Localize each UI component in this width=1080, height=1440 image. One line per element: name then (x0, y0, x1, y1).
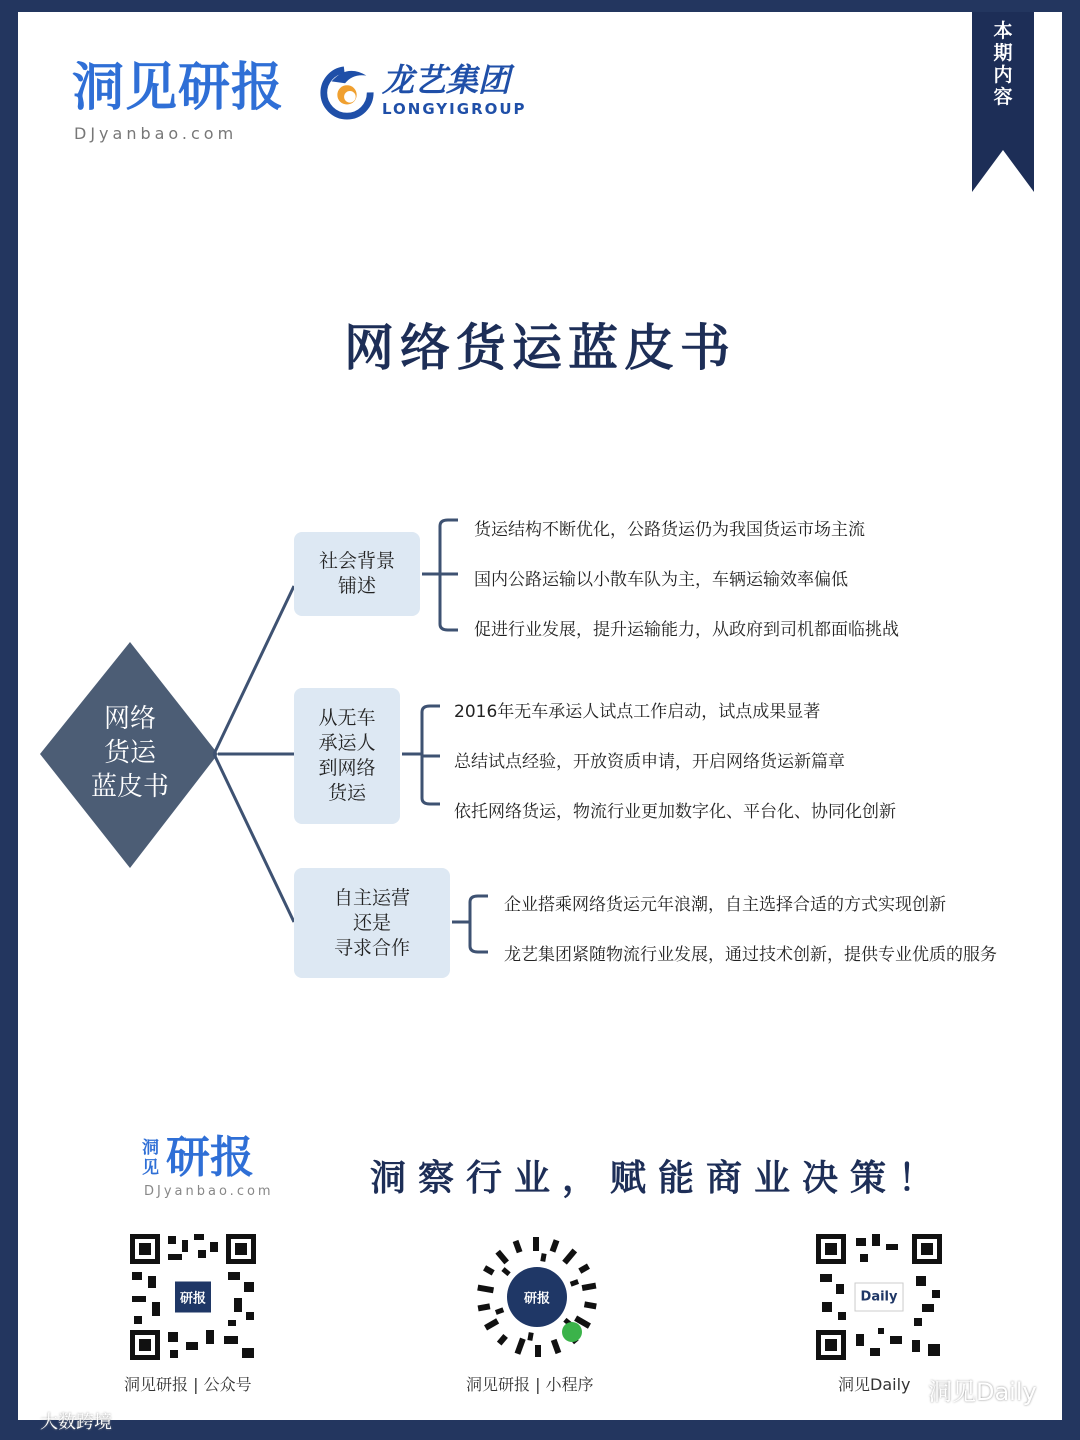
branch-label-line: 社会背景 (318, 550, 395, 572)
qr-badge: 研报 (523, 1291, 551, 1307)
root-line: 货运 (103, 738, 156, 768)
footer-logo-big: 研报 (166, 1132, 254, 1183)
root-line: 蓝皮书 (90, 772, 169, 802)
qr-caption-official-account: 洞见研报 | 公众号 (124, 1375, 252, 1394)
leaf-item: 2016年无车承运人试点工作启动，试点成果显著 (454, 702, 821, 722)
bracket-branch-1 (422, 520, 458, 630)
leaf-item: 总结试点经验，开放资质申请，开启网络货运新篇章 (454, 752, 845, 772)
connector-branch-3 (214, 754, 294, 922)
qr-caption-daily: 洞见Daily (838, 1375, 911, 1394)
branch-label-line: 从无车 (318, 707, 376, 729)
bracket-branch-3 (452, 896, 488, 952)
leaf-item: 货运结构不断优化，公路货运仍为我国货运市场主流 (474, 520, 865, 540)
ribbon-char: 内 (993, 64, 1013, 86)
partner-name-cn: 龙艺集团 (382, 61, 511, 99)
branch-label-line: 寻求合作 (333, 936, 410, 959)
watermark-bottom-left: 大数跨境 (40, 1412, 112, 1433)
ribbon-char: 容 (993, 86, 1013, 108)
leaf-item: 依托网络货运，物流行业更加数字化、平台化、协同化创新 (454, 802, 896, 822)
partner-name-en: LONGYIGROUP (382, 100, 527, 118)
footer-logo-small: 洞见 (142, 1138, 159, 1178)
branch-label-line: 铺述 (337, 575, 376, 597)
watermark-daily: 洞见Daily (928, 1378, 1037, 1406)
leaf-item: 促进行业发展，提升运输能力，从政府到司机都面临挑战 (474, 620, 899, 640)
branch-label-line: 还是 (352, 911, 391, 934)
connector-branch-1 (214, 586, 294, 754)
branch-label-line: 自主运营 (333, 886, 410, 909)
ribbon-char: 本 (993, 20, 1013, 42)
root-node-label (70, 702, 190, 804)
qr-caption-mini-program: 洞见研报 | 小程序 (466, 1375, 594, 1394)
root-line: 网络 (103, 704, 156, 734)
branch-label-line: 货运 (327, 782, 366, 804)
leaf-item: 国内公路运输以小散车队为主，车辆运输效率偏低 (474, 570, 848, 590)
branch-node-background (294, 532, 420, 616)
leaf-item: 龙艺集团紧随物流行业发展，通过技术创新，提供专业优质的服务 (504, 945, 997, 965)
branch-label-line: 到网络 (318, 757, 376, 779)
page-title: 网络货运蓝皮书 (344, 319, 736, 377)
slogan: 洞察行业，赋能商业决策！ (370, 1158, 947, 1199)
ribbon-char: 期 (993, 42, 1013, 64)
brand-name-cn: 洞见研报 (72, 58, 285, 118)
footer-logo-en: DJyanbao.com (144, 1184, 274, 1199)
leaf-item: 企业搭乘网络货运元年浪潮，自主选择合适的方式实现创新 (504, 895, 946, 915)
branch-node-transition (294, 688, 400, 824)
brand-name-en: DJyanbao.com (74, 124, 238, 143)
branch-label-line: 承运人 (318, 732, 376, 754)
branch-node-strategy (294, 868, 450, 978)
bracket-branch-2 (402, 706, 440, 804)
qr-badge: 研报 (173, 1280, 213, 1315)
report-page (18, 12, 1062, 1420)
qr-badge: Daily (855, 1283, 904, 1312)
